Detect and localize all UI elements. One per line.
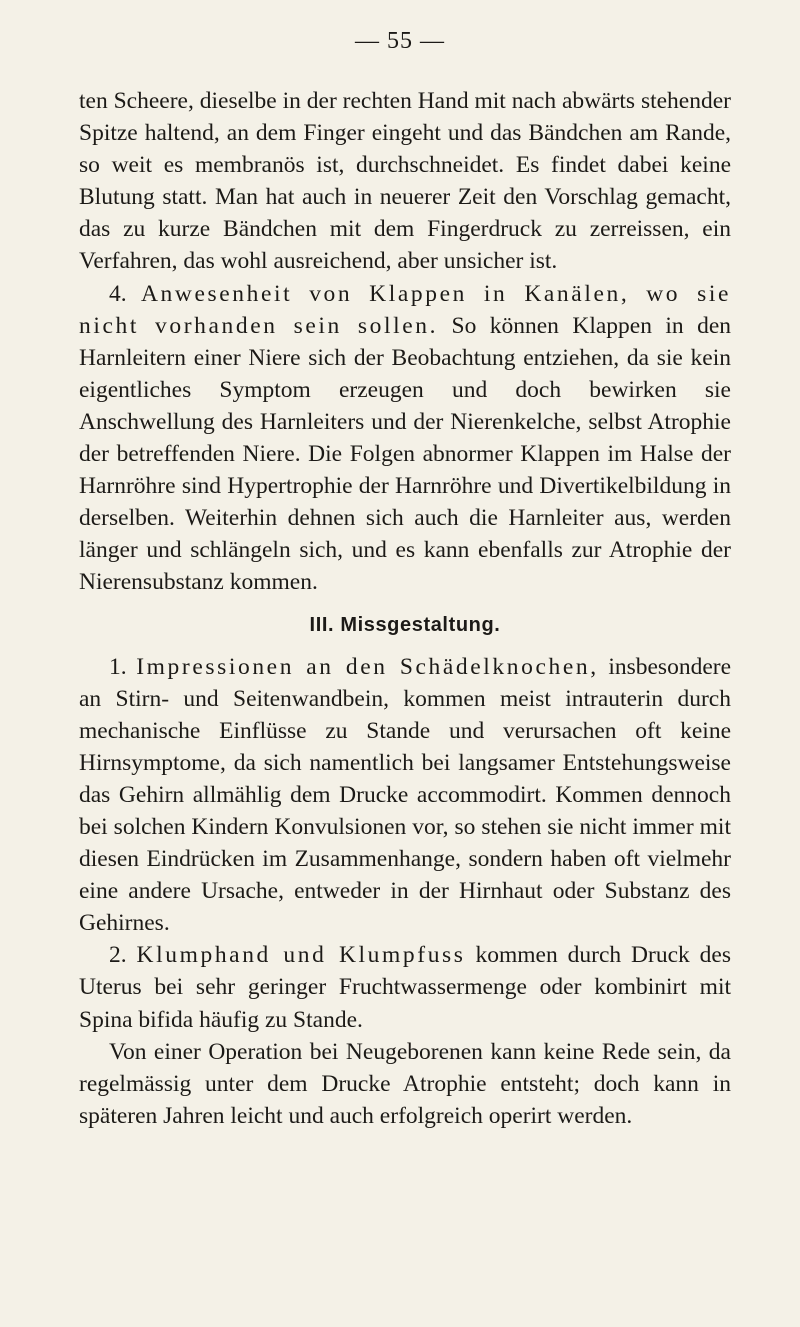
body-text — [79, 85, 731, 1132]
item-title-valves: Anwesenheit von Klappen in Kanälen, wo sie nicht vorhanden sein sollen. — [79, 280, 731, 339]
section-heading: III. Missgestaltung. — [309, 613, 501, 636]
item-number: 2. — [109, 942, 127, 969]
item-text-clubhand: kommen durch Druck des Uterus bei sehr geringer Fruchtwassermenge oder kombinirt mit Spina bifida häufig zu Stande. — [79, 942, 732, 1033]
item-title-clubhand: Klumphand und Klumpfuss — [136, 942, 466, 969]
page-number: — 55 — — [355, 28, 445, 54]
paragraph-operation: Von einer Operation bei Neugeborenen kann keine Rede sein, da regelmässig unter dem Drucke Atrophie entsteht; doch kann in späteren Jahren leicht und auch erfolgreich operirt werden. — [79, 1038, 731, 1129]
item-number: 4. — [109, 280, 127, 307]
item-text-valves: So können Klappen in den Harnleitern einer Niere sich der Beobachtung entziehen, da sie kein eigentliches Symptom erzeugen und doch bewirken sie Anschwellung des Harnleiters und der Nierenkelche, selbst Atrophie der betreffenden Niere. Die Folgen abnormer Klappen im Halse der Harnröhre sind Hypertrophie der Harnröhre und Divertikelbildung in derselben. Weiterhin dehnen sich auch die Harnleiter aus, werden länger und schlängeln sich, und es kann ebenfalls zur Atrophie der Nierensubstanz kommen. — [79, 312, 731, 596]
paragraph-clubhand — [79, 939, 731, 1035]
item-number: 1. — [109, 653, 127, 680]
paragraph-valves — [79, 278, 731, 599]
item-title-impressions: Impressionen an den Schädelknochen, — [136, 653, 599, 680]
paragraph-scissors: ten Scheere, dieselbe in der rechten Hand mit nach abwärts stehender Spitze haltend, an dem Finger eingeht und das Bändchen am Rande, so weit es membranös ist, durchschneidet. Es findet dabei keine Blutung statt. Man hat auch in neuerer Zeit den Vorschlag gemacht, das zu kurze Bändchen mit dem Fingerdruck zu zerreissen, ein Verfahren, das wohl ausreichend, aber unsicher ist. — [79, 88, 731, 275]
paragraph-impressions — [79, 651, 731, 940]
item-text-impressions: insbesondere an Stirn- und Seitenwandbein, kommen meist intrauterin durch mechanische Einflüsse zu Stande und verursachen oft keine Hirnsymptome, da sich namentlich bei langsamer Entstehungsweise das Gehirn allmählig dem Drucke accommodirt. Kommen dennoch bei solchen Kindern Konvulsionen vor, so stehen sie nicht immer mit diesen Eindrücken im Zusammenhange, sondern haben oft vielmehr eine andere Ursache, entweder in der Hirnhaut oder Substanz des Gehirnes. — [79, 653, 732, 937]
